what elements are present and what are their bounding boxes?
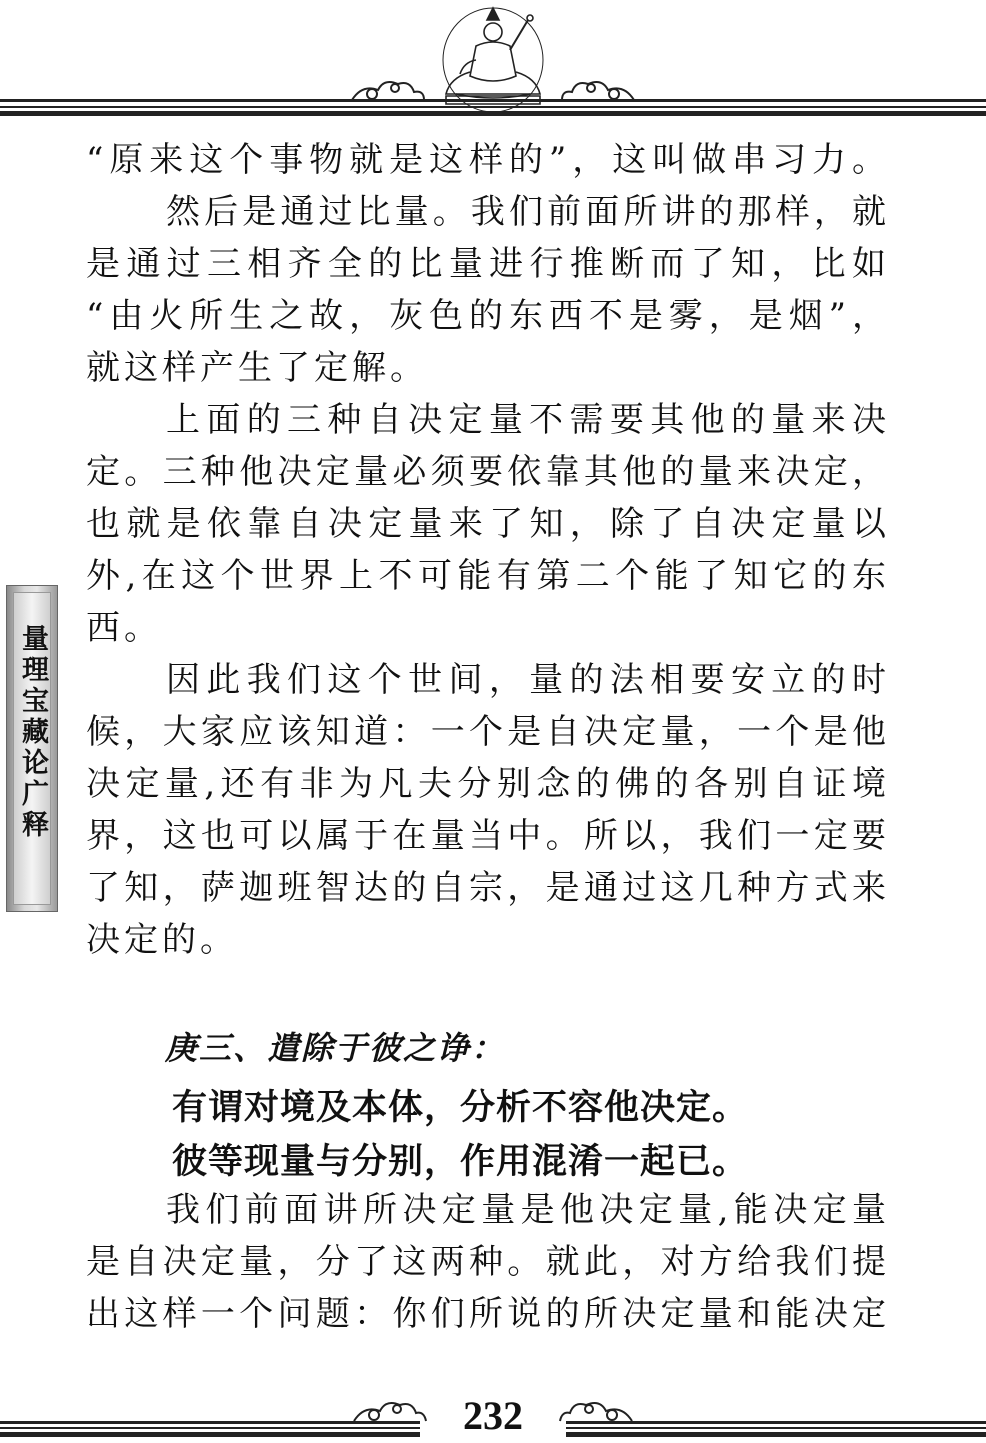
text-line: 界，这也可以属于在量当中。所以，我们一定要 [86, 816, 886, 856]
text-line: 是自决定量，分了这两种。就此，对方给我们提 [86, 1242, 886, 1282]
verse-line: 彼等现量与分别，作用混淆一起已。 [172, 1142, 749, 1182]
text-line: 决定量,还有非为凡夫分别念的佛的各别自证境 [86, 764, 886, 804]
text-line: 上面的三种自决定量不需要其他的量来决 [166, 400, 886, 440]
text-line: 定。三种他决定量必须要依靠其他的量来决定， [86, 452, 886, 492]
footer-cloud-left-icon [354, 1403, 426, 1421]
text-line: 也就是依靠自决定量来了知，除了自决定量以 [86, 504, 886, 544]
text-line: 然后是通过比量。我们前面所讲的那样，就 [166, 192, 886, 232]
text-line: 西。 [86, 608, 162, 648]
page-number: 232 [463, 1393, 523, 1438]
cloud-ornament-left-icon [352, 82, 424, 100]
text-line: 我们前面讲所决定量是他决定量,能决定量 [166, 1190, 886, 1230]
text-line: 决定的。 [86, 920, 238, 960]
text-line: “原来这个事物就是这样的”，这叫做串习力。 [86, 140, 886, 180]
deity-figure-icon [443, 8, 543, 112]
text-line: “由火所生之故，灰色的东西不是雾，是烟”， [86, 296, 886, 336]
side-tab [6, 585, 58, 912]
text-line: 外,在这个世界上不可能有第二个能了知它的东 [86, 556, 886, 596]
header-ornament [0, 0, 986, 125]
header-rules [0, 99, 986, 116]
cloud-ornament-right-icon [562, 82, 634, 100]
text-line: 是通过三相齐全的比量进行推断而了知，比如 [86, 244, 886, 284]
text-line: 出这样一个问题：你们所说的所决定量和能决定 [86, 1294, 886, 1334]
text-line: 就这样产生了定解。 [86, 348, 428, 388]
side-tab-title: 量理宝藏论广释 [17, 624, 48, 841]
text-line: 候，大家应该知道：一个是自决定量，一个是他 [86, 712, 886, 752]
section-heading: 庚三、遣除于彼之诤： [165, 1029, 506, 1067]
text-line: 因此我们这个世间，量的法相要安立的时 [166, 660, 886, 700]
footer-cloud-right-icon [560, 1403, 632, 1421]
text-line: 了知，萨迦班智达的自宗，是通过这几种方式来 [86, 868, 886, 908]
verse-line: 有谓对境及本体，分析不容他决定。 [172, 1088, 749, 1128]
